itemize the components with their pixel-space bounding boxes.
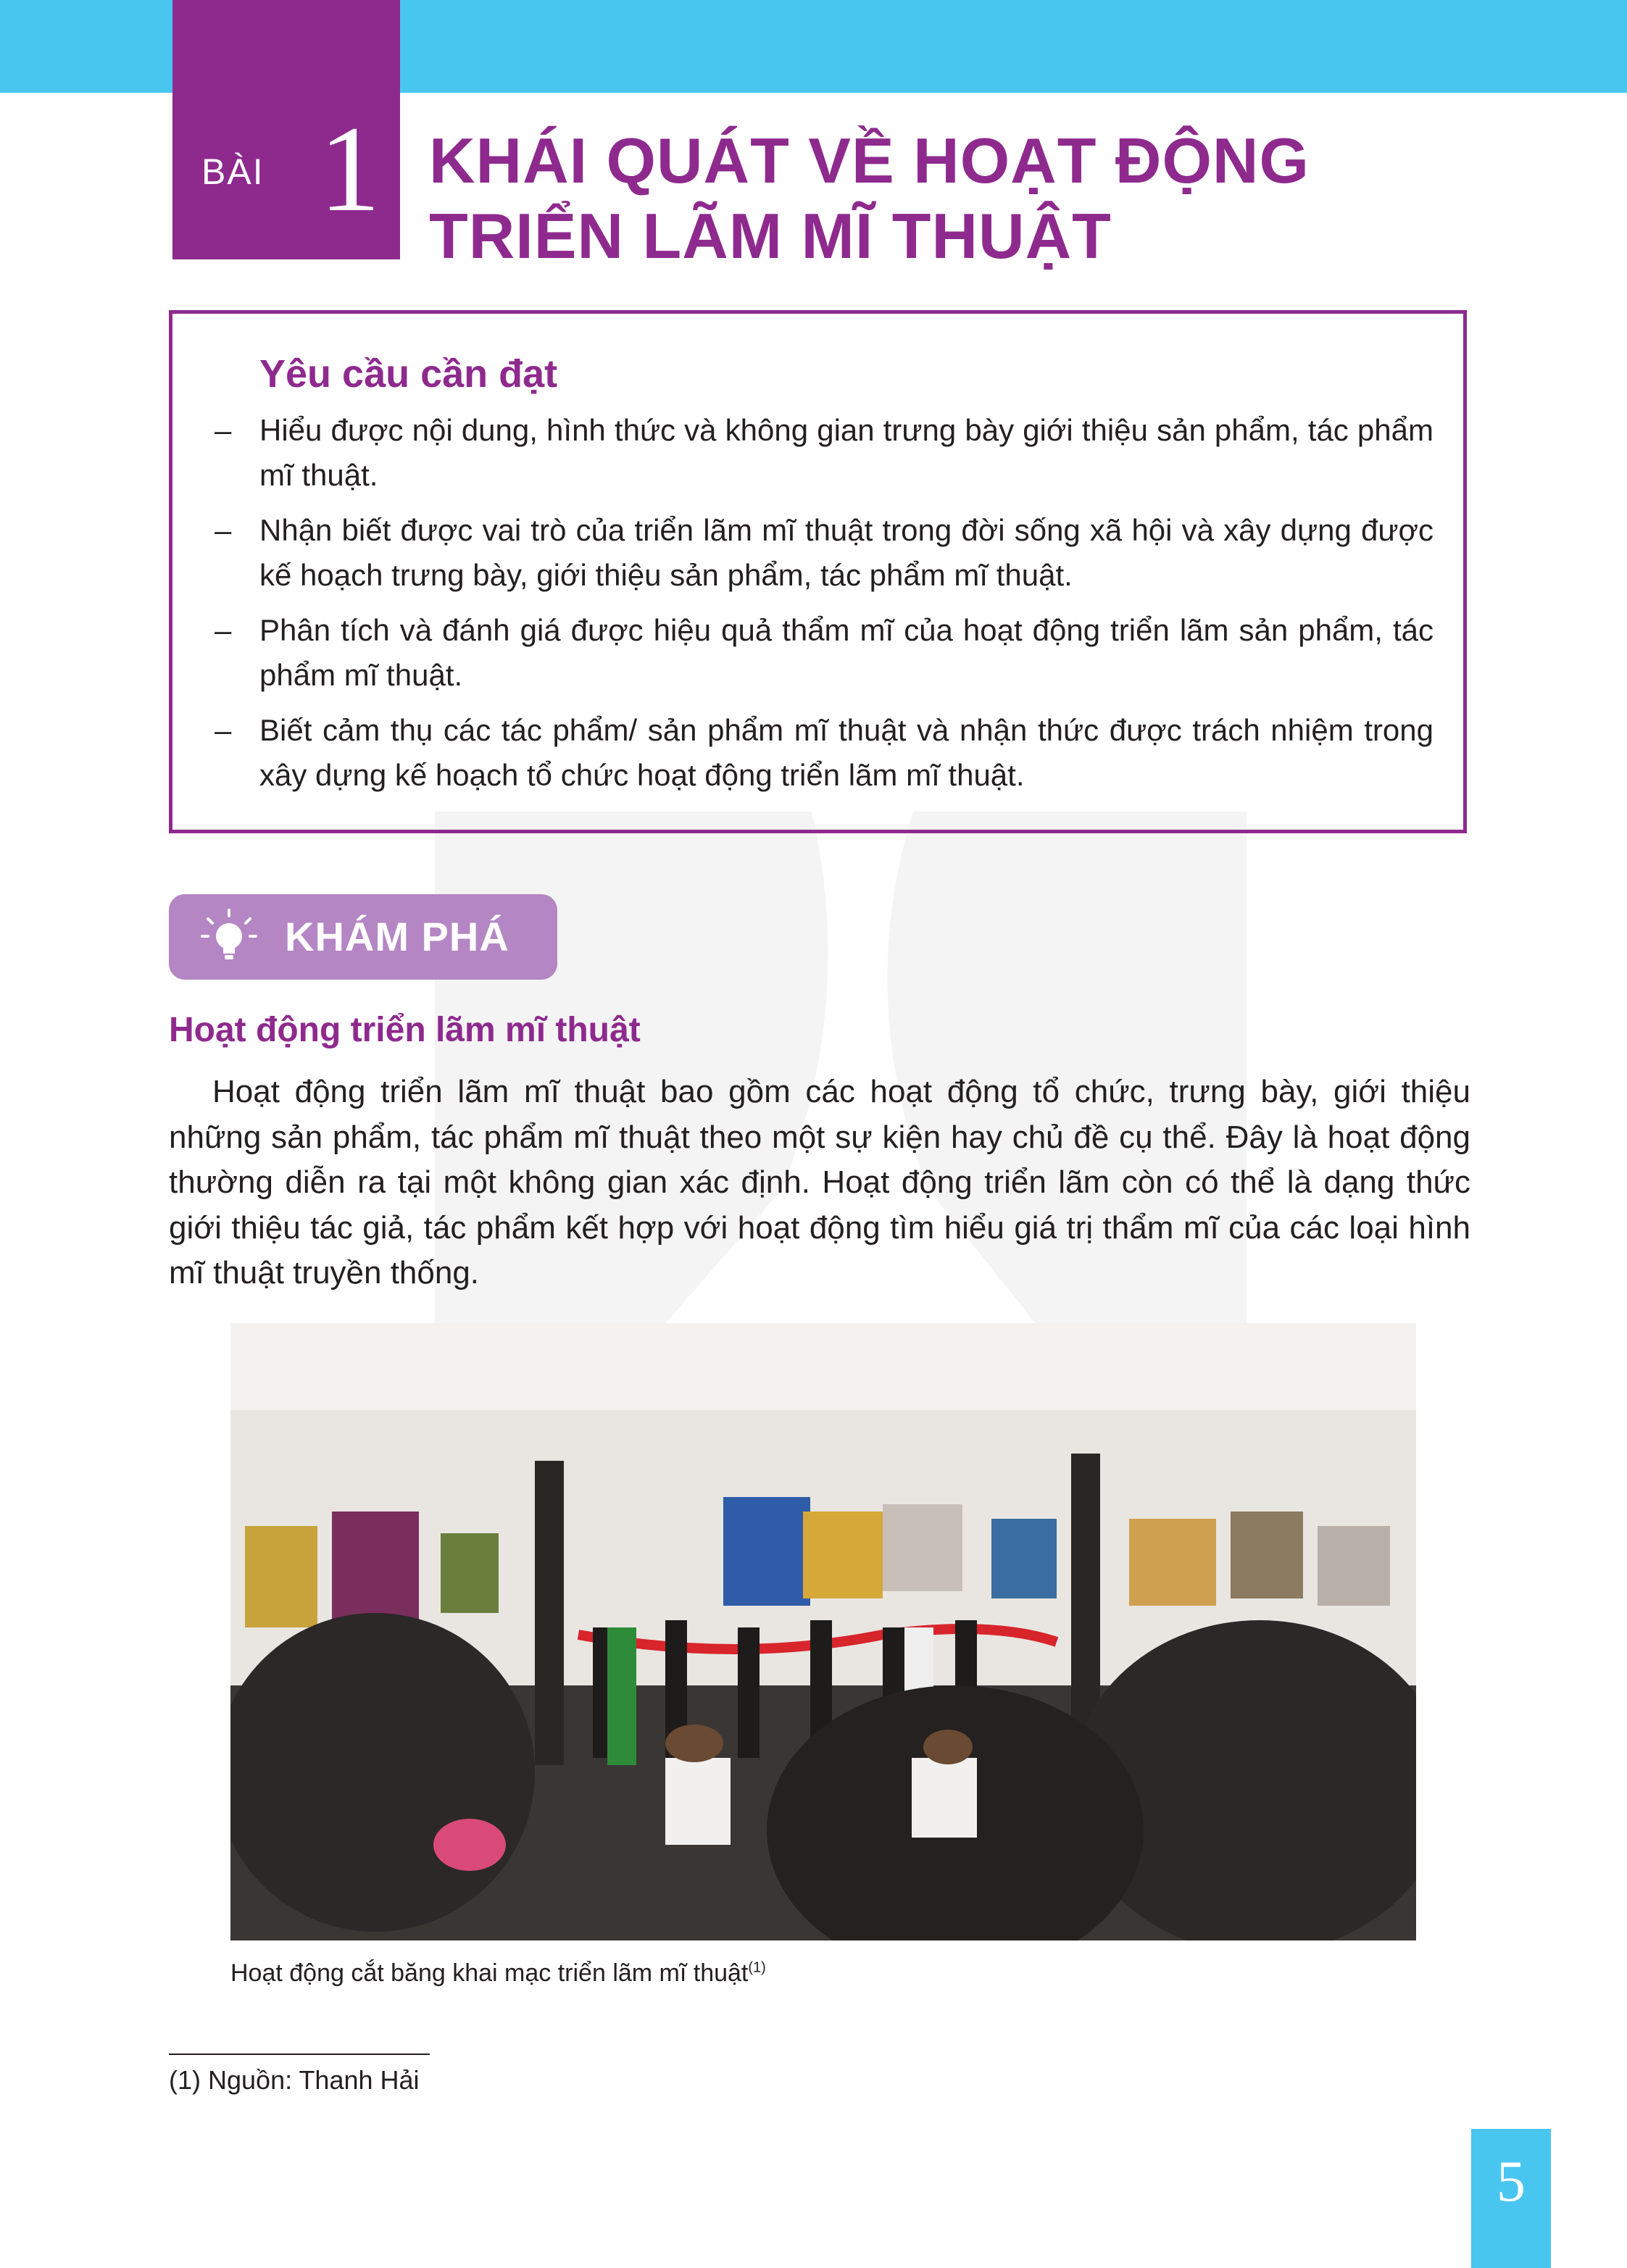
requirement-item bbox=[215, 708, 1433, 798]
requirement-item bbox=[215, 508, 1433, 598]
list-dash: – bbox=[215, 613, 232, 647]
section-title: Hoạt động triển lãm mĩ thuật bbox=[169, 1011, 641, 1049]
body-paragraph: Hoạt động triển lãm mĩ thuật bao gồm các hoạt động tổ chức, trưng bày, giới thiệu những sản phẩm, tác phẩm mĩ thuật theo một sự kiện hay chủ đề cụ thể. Đây là hoạt động thường diễn ra tại một không gian xác định. Hoạt động triển lãm còn có thể là dạng thức giới thiệu tác giả, tác phẩm kết hợp với hoạt động tìm hiểu giá trị thẩm mĩ của các loại hình mĩ thuật truyền thống. bbox=[169, 1074, 1470, 1291]
figure-caption bbox=[230, 1959, 766, 1988]
footnote-reference: (1) bbox=[748, 1959, 766, 1976]
page-number-tab bbox=[1471, 2129, 1551, 2268]
requirements-heading: Yêu cầu cần đạt bbox=[259, 352, 558, 396]
requirement-item bbox=[215, 408, 1433, 498]
requirement-text: Biết cảm thụ các tác phẩm/ sản phẩm mĩ thuật và nhận thức được trách nhiệm trong xây dựng kế hoạch tổ chức hoạt động triển lãm mĩ thuật. bbox=[259, 713, 1433, 792]
lesson-label: BÀI bbox=[201, 151, 265, 192]
figure-caption-text: Hoạt động cắt băng khai mạc triển lãm mĩ thuật bbox=[230, 1959, 749, 1987]
footnote: (1) Nguồn: Thanh Hải bbox=[169, 2065, 420, 2095]
page-title bbox=[429, 123, 1516, 274]
page-title-line-1: KHÁI QUÁT VỀ HOẠT ĐỘNG bbox=[429, 125, 1310, 196]
page-number: 5 bbox=[1497, 2150, 1526, 2214]
requirements-list bbox=[215, 408, 1433, 808]
page-title-line-2: TRIỂN LÃM MĨ THUẬT bbox=[429, 200, 1112, 272]
requirement-text: Nhận biết được vai trò của triển lãm mĩ thuật trong đời sống xã hội và xây dựng được kế hoạch trưng bày, giới thiệu sản phẩm, tác phẩm mĩ thuật. bbox=[259, 513, 1433, 592]
requirement-text: Phân tích và đánh giá được hiệu quả thẩm mĩ của hoạt động triển lãm sản phẩm, tác phẩm mĩ thuật. bbox=[259, 613, 1433, 692]
requirement-item bbox=[215, 608, 1433, 698]
requirement-text: Hiểu được nội dung, hình thức và không gian trưng bày giới thiệu sản phẩm, tác phẩm mĩ thuật. bbox=[259, 413, 1433, 492]
lesson-number: 1 bbox=[319, 101, 380, 237]
exhibition-ribbon-cutting-photo bbox=[230, 1323, 1416, 1940]
list-dash: – bbox=[215, 713, 232, 747]
list-dash: – bbox=[215, 513, 232, 547]
explore-section-badge bbox=[169, 894, 557, 980]
footnote-divider bbox=[169, 2054, 430, 2055]
requirements-box bbox=[169, 310, 1467, 833]
explore-label: KHÁM PHÁ bbox=[285, 914, 509, 959]
list-dash: – bbox=[215, 413, 232, 447]
lightbulb-icon bbox=[201, 909, 257, 965]
